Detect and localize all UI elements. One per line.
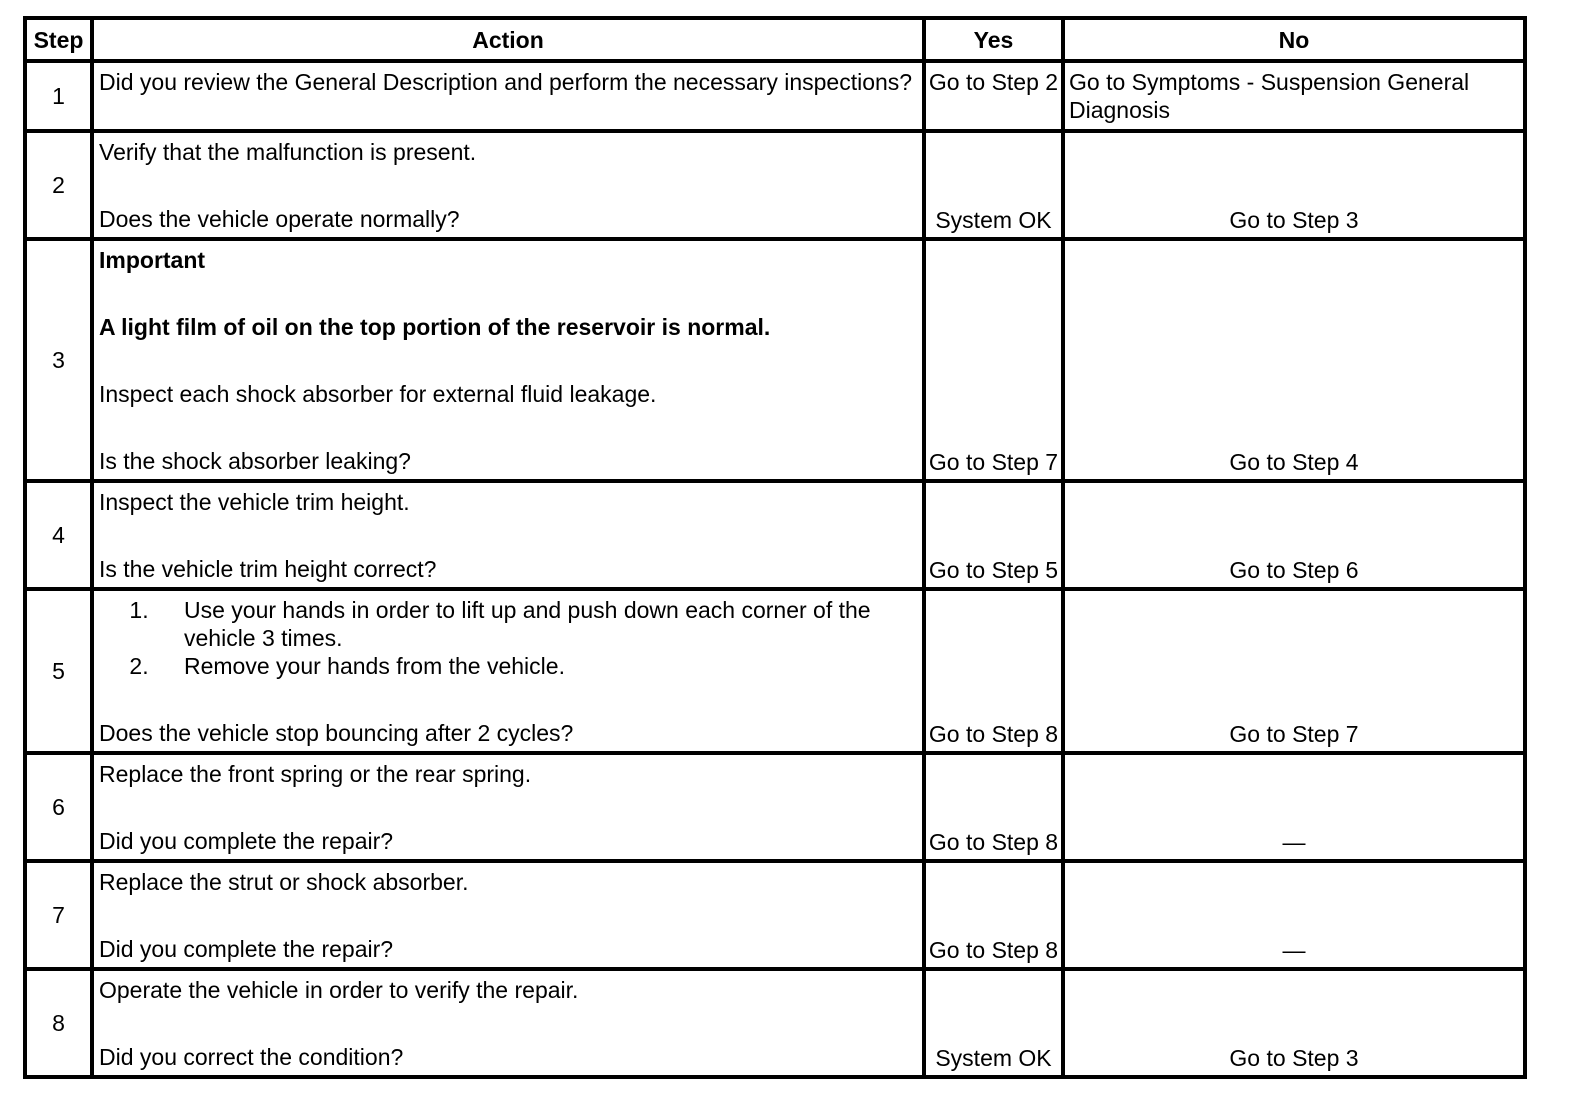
step-number: 4	[25, 481, 92, 589]
no-cell: Go to Step 3	[1063, 969, 1525, 1077]
no-cell: Go to Symptoms - Suspension General Diagnosis	[1063, 61, 1525, 131]
table-row	[25, 753, 1525, 861]
procedure-list	[99, 596, 918, 680]
step-number: 6	[25, 753, 92, 861]
action-question: Did you correct the condition?	[99, 1044, 404, 1070]
action-text: Replace the strut or shock absorber.	[99, 869, 469, 895]
header-row	[25, 18, 1525, 61]
important-label: Important	[99, 247, 206, 273]
step-number: 2	[25, 131, 92, 239]
no-cell: —	[1063, 753, 1525, 861]
no-cell: Go to Step 7	[1063, 589, 1525, 753]
yes-cell: Go to Step 8	[924, 589, 1063, 753]
step-number: 3	[25, 239, 92, 481]
table-row	[25, 131, 1525, 239]
yes-cell: System OK	[924, 131, 1063, 239]
action-cell	[92, 861, 924, 969]
table-row	[25, 861, 1525, 969]
action-cell	[92, 131, 924, 239]
no-cell: Go to Step 3	[1063, 131, 1525, 239]
action-question: Does the vehicle stop bouncing after 2 cycles?	[99, 720, 574, 746]
yes-cell: Go to Step 8	[924, 861, 1063, 969]
no-cell: —	[1063, 861, 1525, 969]
list-item: 1. Use your hands in order to lift up and push down each corner of the vehicle 3 times.	[155, 596, 918, 652]
step-number: 1	[25, 61, 92, 131]
diagnostic-table	[23, 16, 1527, 1079]
action-cell	[92, 481, 924, 589]
action-question: Is the shock absorber leaking?	[99, 448, 411, 474]
action-question: Did you complete the repair?	[99, 828, 394, 854]
yes-cell: System OK	[924, 969, 1063, 1077]
header-action: Action	[92, 18, 924, 61]
yes-cell: Go to Step 5	[924, 481, 1063, 589]
step-number: 8	[25, 969, 92, 1077]
action-question: Is the vehicle trim height correct?	[99, 556, 437, 582]
action-text: Verify that the malfunction is present.	[99, 139, 477, 165]
action-cell	[92, 239, 924, 481]
no-cell: Go to Step 4	[1063, 239, 1525, 481]
action-cell	[92, 969, 924, 1077]
header-step: Step	[25, 18, 92, 61]
header-yes: Yes	[924, 18, 1063, 61]
important-note: A light film of oil on the top portion of the reservoir is normal.	[99, 314, 771, 340]
table-row	[25, 239, 1525, 481]
action-text: Operate the vehicle in order to verify the repair.	[99, 977, 579, 1003]
action-question: Does the vehicle operate normally?	[99, 206, 460, 232]
yes-cell: Go to Step 7	[924, 239, 1063, 481]
table-row	[25, 61, 1525, 131]
header-no: No	[1063, 18, 1525, 61]
action-question: Did you complete the repair?	[99, 936, 394, 962]
no-cell: Go to Step 6	[1063, 481, 1525, 589]
action-cell	[92, 589, 924, 753]
list-item: 2. Remove your hands from the vehicle.	[155, 652, 918, 680]
table-row	[25, 589, 1525, 753]
action-text: Replace the front spring or the rear spring.	[99, 761, 532, 787]
action-text: Did you review the General Description and perform the necessary inspections?	[99, 69, 913, 95]
action-cell	[92, 61, 924, 131]
yes-cell: Go to Step 8	[924, 753, 1063, 861]
table-row	[25, 481, 1525, 589]
yes-cell: Go to Step 2	[924, 61, 1063, 131]
table-row	[25, 969, 1525, 1077]
action-text: Inspect the vehicle trim height.	[99, 489, 410, 515]
step-number: 5	[25, 589, 92, 753]
action-text: Inspect each shock absorber for external fluid leakage.	[99, 381, 657, 407]
step-number: 7	[25, 861, 92, 969]
action-cell	[92, 753, 924, 861]
